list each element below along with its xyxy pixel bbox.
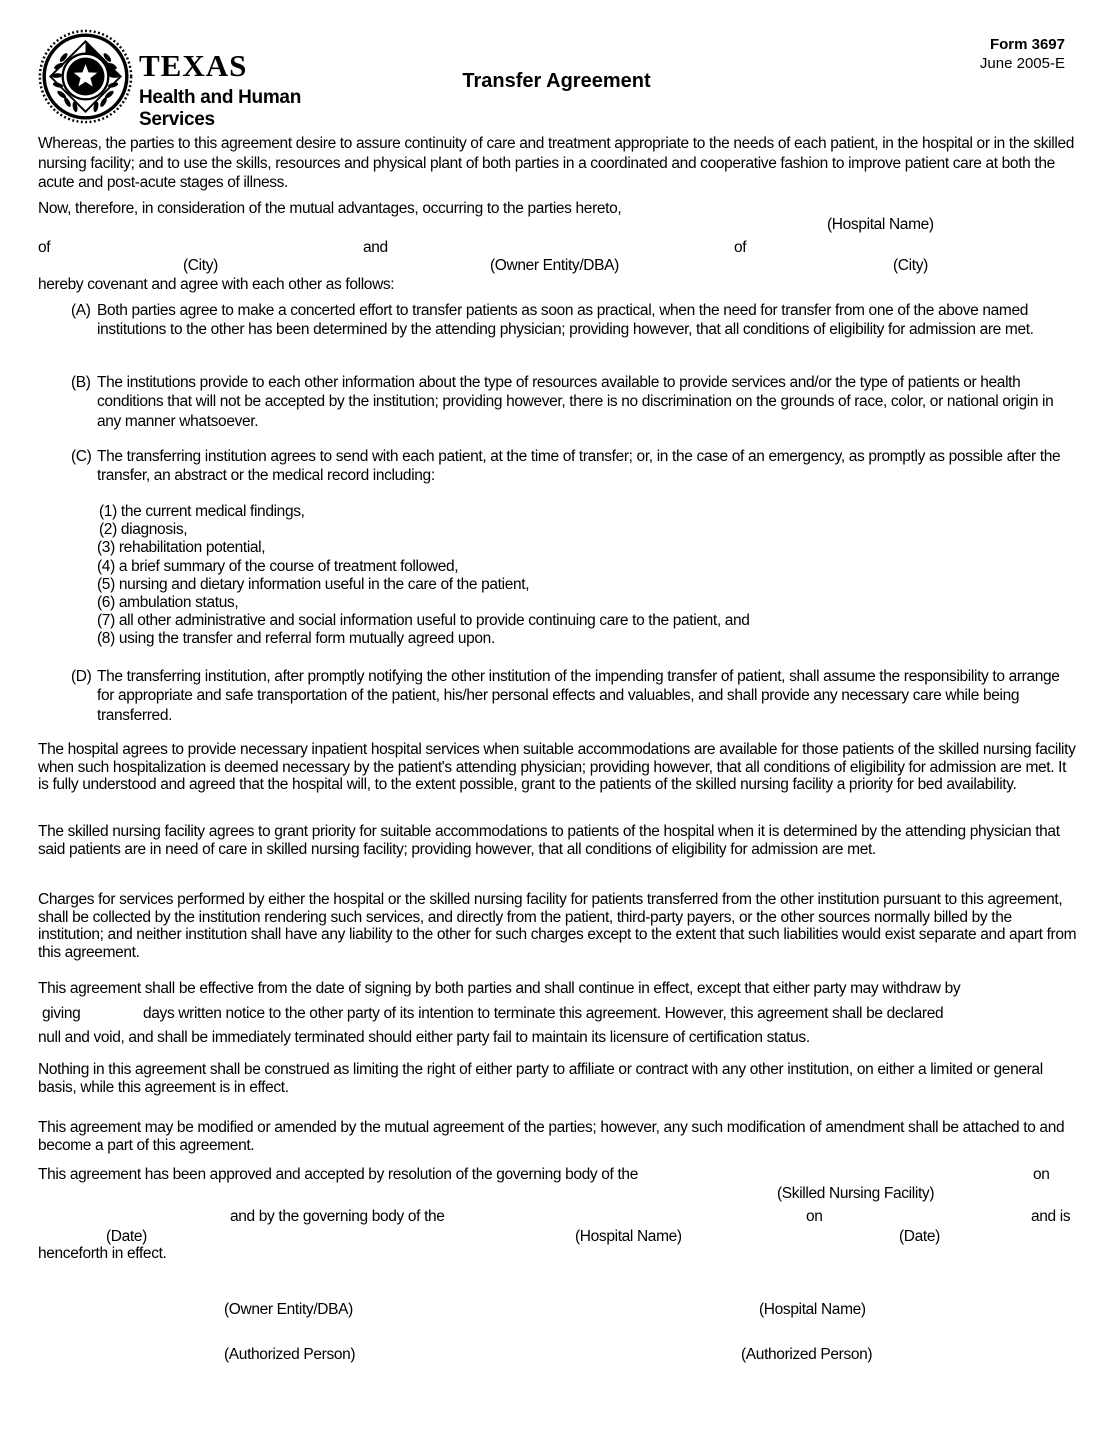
owner-entity-dba-caption: (Owner Entity/DBA) bbox=[490, 257, 619, 274]
clause-b-text: The institutions provide to each other information about the type of resources available to provide services and/or the type of patients or health conditions that will not be accepted by the institution; providing however, there is no discrimination on the grounds of race, color, or national origin in any manner whatsoever. bbox=[97, 374, 1054, 430]
hospital-name-caption: (Hospital Name) bbox=[827, 216, 934, 233]
termination-line-2-rest: days written notice to the other party of its intention to terminate this agreement. However, this agreement shall be declared bbox=[143, 1005, 944, 1022]
termination-line-2-row bbox=[0, 1005, 1113, 1023]
item-3-text: rehabilitation potential, bbox=[118, 539, 266, 557]
clause-d bbox=[38, 667, 1078, 725]
henceforth-row bbox=[0, 1245, 1113, 1263]
item-2-marker: (2) bbox=[99, 521, 117, 539]
medical-record-item-8 bbox=[38, 630, 1078, 648]
date-caption-2: (Date) bbox=[899, 1228, 940, 1245]
of-and-of-row bbox=[0, 239, 1113, 257]
medical-record-item-7 bbox=[38, 612, 1078, 630]
termination-line-3: null and void, and shall be immediately terminated should either party fail to maintain its licensure of certification status. bbox=[38, 1029, 810, 1046]
medical-record-item-4 bbox=[38, 558, 1078, 576]
snf-obligation-paragraph: The skilled nursing facility agrees to grant priority for suitable accommodations to patients of the hospital when it is determined by the attending physician that said patients are in need of care in skilled nursing facility; providing however, that all conditions of eligibility for admission are met. bbox=[38, 823, 1060, 858]
clause-c bbox=[38, 447, 1078, 486]
hereby-covenant-line: hereby covenant and agree with each other as follows: bbox=[38, 276, 395, 293]
item-8-text: using the transfer and referral form mutually agreed upon. bbox=[118, 630, 495, 648]
item-6-marker: (6) bbox=[97, 594, 115, 612]
henceforth-line: henceforth in effect. bbox=[38, 1245, 167, 1262]
hospital-name-caption-row bbox=[0, 216, 1113, 234]
hospital-obligation-paragraph: The hospital agrees to provide necessary inpatient hospital services when suitable accommodations are available for those patients of the skilled nursing facility when such hospitalization is deemed necessary by the patient's attending physician; providing however, that all conditions of eligibility for admission are met. It is fully understood and agreed that the hospital will, to the extent possible, grant to the patients of the skilled nursing facility a priority for bed availability. bbox=[38, 741, 1076, 794]
logo-texas-label: TEXAS bbox=[139, 48, 248, 83]
approval-line-1-row bbox=[0, 1166, 1113, 1184]
medical-record-items-list bbox=[38, 503, 1078, 649]
date-caption-1: (Date) bbox=[106, 1228, 147, 1245]
authorized-person-caption-right: (Authorized Person) bbox=[741, 1346, 873, 1363]
snf-caption-row bbox=[0, 1185, 1113, 1203]
and-word: and bbox=[363, 239, 388, 256]
item-1-text: the current medical findings, bbox=[120, 503, 305, 520]
form-info bbox=[980, 35, 1065, 73]
item-4-marker: (4) bbox=[97, 557, 115, 575]
item-7-text: all other administrative and social information useful to provide continuing care to the patient, and bbox=[118, 612, 750, 630]
city-caption-1: (City) bbox=[183, 257, 218, 274]
item-5-marker: (5) bbox=[97, 575, 115, 593]
clause-c-text: The transferring institution agrees to send with each patient, at the time of transfer; or, in the case of an emergency, as promptly as possible after the transfer, an abstract or the medical record including: bbox=[97, 448, 1061, 485]
approval-line-1: This agreement has been approved and accepted by resolution of the governing body of the bbox=[38, 1166, 638, 1183]
on-word-1: on bbox=[1033, 1166, 1050, 1183]
item-5-text: nursing and dietary information useful in the care of the patient, bbox=[118, 575, 530, 593]
termination-line-1: This agreement shall be effective from the date of signing by both parties and shall continue in effect, except that either party may withdraw by bbox=[38, 980, 961, 997]
city-dba-city-caption-row bbox=[0, 257, 1113, 275]
clause-d-marker: (D) bbox=[71, 668, 92, 685]
medical-record-item-2 bbox=[38, 521, 1078, 539]
clause-d-text: The transferring institution, after promptly notifying the other institution of the impending transfer of patient, shall assume the responsibility to arrange for appropriate and safe transportation of the patient, his/her personal effects and valuables, and shall provide any necessary care while being transferred. bbox=[97, 668, 1060, 724]
medical-record-item-5 bbox=[38, 576, 1078, 594]
hospital-name-caption-2: (Hospital Name) bbox=[575, 1228, 682, 1245]
clause-b bbox=[38, 373, 1078, 431]
item-3-marker: (3) bbox=[97, 539, 115, 557]
on-word-2: on bbox=[806, 1208, 823, 1225]
form-edition: June 2005-E bbox=[979, 55, 1065, 72]
approval-line-2-row bbox=[0, 1208, 1113, 1226]
modification-paragraph: This agreement may be modified or amended by the mutual agreement of the parties; however, any such modification of amendment shall be attached to and become a part of this agreement. bbox=[38, 1119, 1065, 1154]
clause-a-text: Both parties agree to make a concerted effort to transfer patients as soon as practical, when the need for transfer from one of the above named institutions to the other has been determined by the attending physician; providing however, that all conditions of eligibility for admission are met. bbox=[97, 302, 1034, 339]
form-number: Form 3697 bbox=[989, 36, 1065, 53]
whereas-paragraph: Whereas, the parties to this agreement desire to assure continuity of care and treatment appropriate to the needs of each patient, in the hospital or in the skilled nursing facility; and to use the skills, resources and physical plant of both parties in a coordinated and cooperative fashion to improve patient care at both the acute and post-acute stages of illness. bbox=[38, 135, 1074, 192]
date-hospital-date-caption-row bbox=[0, 1228, 1113, 1246]
clause-a-marker: (A) bbox=[71, 302, 91, 319]
clause-b-marker: (B) bbox=[71, 374, 91, 391]
now-therefore-paragraph: Now, therefore, in consideration of the mutual advantages, occurring to the parties hereto, bbox=[38, 200, 622, 217]
and-is-words: and is bbox=[1031, 1208, 1071, 1225]
page-title: Transfer Agreement bbox=[462, 70, 651, 92]
medical-record-item-1 bbox=[38, 503, 1078, 521]
hospital-name-signature-caption: (Hospital Name) bbox=[759, 1301, 866, 1318]
item-7-marker: (7) bbox=[97, 612, 115, 630]
medical-record-item-6 bbox=[38, 594, 1078, 612]
charges-paragraph: Charges for services performed by either the hospital or the skilled nursing facility for patients transferred from the other institution pursuant to this agreement, shall be collected by the institution rendering such services, and directly from the patient, third-party payers, or the other sources normally billed by the institution; and neither institution shall have any liability to the other for such charges except to the extent that such liabilities would exist separate and apart from this agreement. bbox=[38, 891, 1077, 961]
approval-line-2: and by the governing body of the bbox=[230, 1208, 445, 1225]
signature-caption-row-1 bbox=[0, 1301, 1113, 1319]
logo-hhs-line2: Services bbox=[139, 109, 215, 130]
termination-line-3-row bbox=[0, 1029, 1113, 1047]
item-8-marker: (8) bbox=[97, 630, 115, 648]
city-caption-2: (City) bbox=[893, 257, 928, 274]
skilled-nursing-facility-caption: (Skilled Nursing Facility) bbox=[777, 1185, 935, 1202]
medical-record-item-3 bbox=[38, 539, 1078, 557]
nothing-limits-paragraph: Nothing in this agreement shall be construed as limiting the right of either party to affiliate or contract with any other institution, on either a limited or general basis, while this agreement is in effect. bbox=[38, 1061, 1043, 1096]
owner-entity-dba-signature-caption: (Owner Entity/DBA) bbox=[224, 1301, 353, 1318]
authorized-person-caption-left: (Authorized Person) bbox=[224, 1346, 356, 1363]
item-6-text: ambulation status, bbox=[118, 594, 239, 612]
item-2-text: diagnosis, bbox=[120, 521, 188, 539]
clause-a bbox=[38, 301, 1078, 340]
item-4-text: a brief summary of the course of treatment followed, bbox=[118, 557, 459, 575]
item-1-marker: (1) bbox=[99, 503, 117, 520]
signature-caption-row-2 bbox=[0, 1346, 1113, 1364]
termination-line-1-row bbox=[0, 980, 1113, 998]
of-word-1: of bbox=[38, 239, 51, 256]
giving-word: giving bbox=[42, 1005, 81, 1022]
clause-c-marker: (C) bbox=[71, 448, 92, 465]
logo-hhs-line1: Health and Human bbox=[139, 87, 301, 108]
of-word-2: of bbox=[734, 239, 747, 256]
